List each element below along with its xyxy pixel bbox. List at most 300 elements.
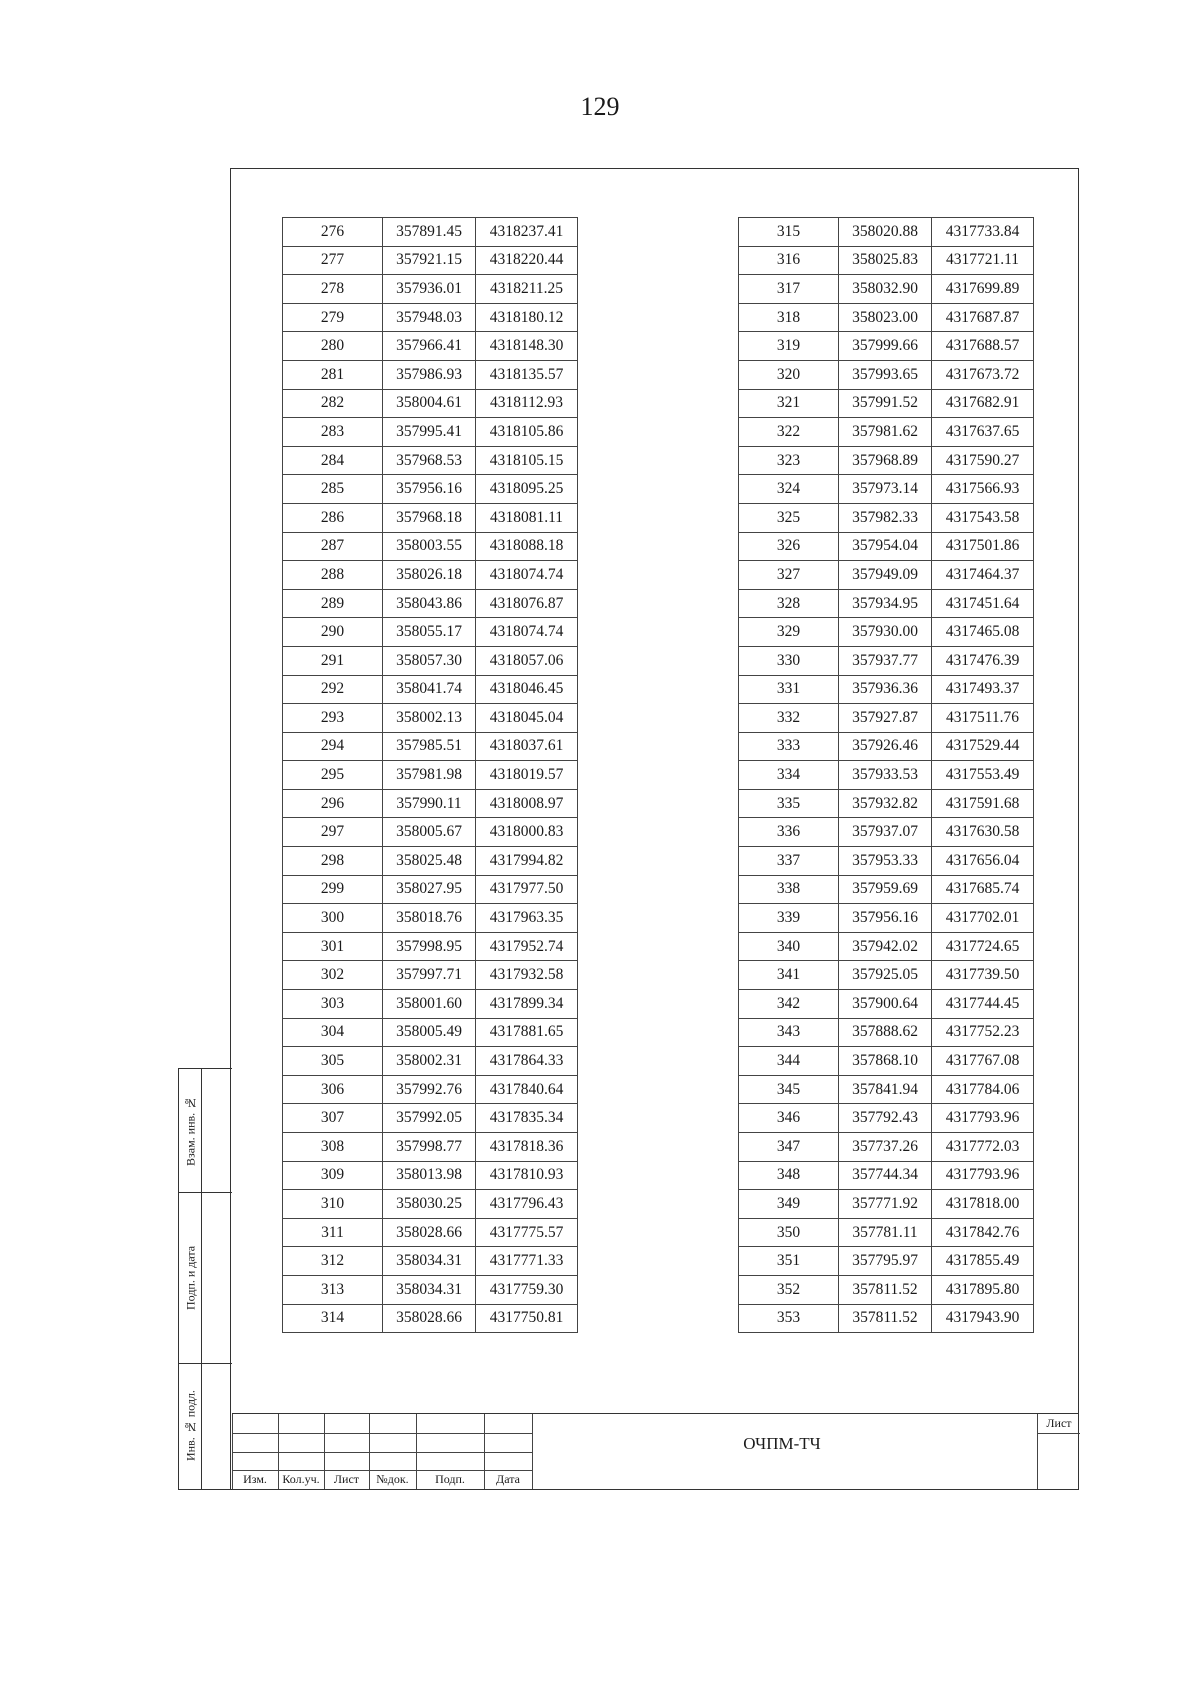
x-coordinate-cell: 357942.02 (839, 932, 932, 961)
y-coordinate-cell: 4318095.25 (476, 475, 578, 504)
y-coordinate-cell: 4317630.58 (932, 818, 1034, 847)
y-coordinate-cell: 4317682.91 (932, 389, 1034, 418)
table-row (739, 618, 1034, 647)
coordinates-table-right (738, 217, 1034, 1333)
side-label-replacement-inv: Взам. инв. № (183, 1095, 198, 1166)
point-number-cell: 296 (283, 789, 383, 818)
y-coordinate-cell: 4317493.37 (932, 675, 1034, 704)
table-row (739, 389, 1034, 418)
point-number-cell: 342 (739, 990, 839, 1019)
point-number-cell: 300 (283, 904, 383, 933)
x-coordinate-cell: 357968.89 (839, 446, 932, 475)
header-list: Лист (333, 1472, 360, 1486)
y-coordinate-cell: 4317932.58 (476, 961, 578, 990)
point-number-cell: 320 (739, 360, 839, 389)
table-row (739, 1047, 1034, 1076)
y-coordinate-cell: 4317994.82 (476, 847, 578, 876)
table-row (283, 761, 578, 790)
point-number-cell: 339 (739, 904, 839, 933)
y-coordinate-cell: 4317752.23 (932, 1018, 1034, 1047)
table-row (739, 446, 1034, 475)
table-row (739, 646, 1034, 675)
x-coordinate-cell: 357930.00 (839, 618, 932, 647)
point-number-cell: 307 (283, 1104, 383, 1133)
table-row (283, 961, 578, 990)
table-row (283, 732, 578, 761)
x-coordinate-cell: 357891.45 (383, 218, 476, 247)
coordinates-table-left (282, 217, 578, 1333)
point-number-cell: 311 (283, 1218, 383, 1247)
table-row (283, 904, 578, 933)
y-coordinate-cell: 4317767.08 (932, 1047, 1034, 1076)
table-row (283, 218, 578, 247)
point-number-cell: 333 (739, 732, 839, 761)
x-coordinate-cell: 357968.53 (383, 446, 476, 475)
point-number-cell: 322 (739, 418, 839, 447)
y-coordinate-cell: 4317793.96 (932, 1104, 1034, 1133)
y-coordinate-cell: 4317952.74 (476, 932, 578, 961)
x-coordinate-cell: 357744.34 (839, 1161, 932, 1190)
table-row (283, 789, 578, 818)
point-number-cell: 331 (739, 675, 839, 704)
table-row (739, 418, 1034, 447)
table-row (739, 875, 1034, 904)
x-coordinate-cell: 358043.86 (383, 589, 476, 618)
x-coordinate-cell: 357900.64 (839, 990, 932, 1019)
point-number-cell: 280 (283, 332, 383, 361)
table-row (283, 561, 578, 590)
point-number-cell: 352 (739, 1275, 839, 1304)
table-row (739, 1304, 1034, 1333)
point-number-cell: 291 (283, 646, 383, 675)
x-coordinate-cell: 357981.62 (839, 418, 932, 447)
table-row (739, 732, 1034, 761)
y-coordinate-cell: 4317724.65 (932, 932, 1034, 961)
y-coordinate-cell: 4317464.37 (932, 561, 1034, 590)
table-row (283, 1161, 578, 1190)
point-number-cell: 287 (283, 532, 383, 561)
point-number-cell: 346 (739, 1104, 839, 1133)
x-coordinate-cell: 357993.65 (839, 360, 932, 389)
table-row (283, 1104, 578, 1133)
y-coordinate-cell: 4318081.11 (476, 503, 578, 532)
y-coordinate-cell: 4317733.84 (932, 218, 1034, 247)
x-coordinate-cell: 358004.61 (383, 389, 476, 418)
point-number-cell: 306 (283, 1075, 383, 1104)
point-number-cell: 343 (739, 1018, 839, 1047)
header-ndok: №док. (376, 1472, 409, 1486)
table-row (283, 990, 578, 1019)
sheet-label: Лист (1038, 1416, 1080, 1434)
table-row (739, 503, 1034, 532)
x-coordinate-cell: 358013.98 (383, 1161, 476, 1190)
point-number-cell: 315 (739, 218, 839, 247)
x-coordinate-cell: 358057.30 (383, 646, 476, 675)
x-coordinate-cell: 358027.95 (383, 875, 476, 904)
x-coordinate-cell: 357811.52 (839, 1275, 932, 1304)
point-number-cell: 301 (283, 932, 383, 961)
y-coordinate-cell: 4317855.49 (932, 1247, 1034, 1276)
x-coordinate-cell: 358005.49 (383, 1018, 476, 1047)
y-coordinate-cell: 4317977.50 (476, 875, 578, 904)
table-row (739, 847, 1034, 876)
point-number-cell: 310 (283, 1190, 383, 1219)
table-row (283, 847, 578, 876)
y-coordinate-cell: 4317451.64 (932, 589, 1034, 618)
point-number-cell: 286 (283, 503, 383, 532)
y-coordinate-cell: 4318105.15 (476, 446, 578, 475)
y-coordinate-cell: 4317566.93 (932, 475, 1034, 504)
x-coordinate-cell: 357781.11 (839, 1218, 932, 1247)
point-number-cell: 349 (739, 1190, 839, 1219)
table-row (739, 475, 1034, 504)
y-coordinate-cell: 4318074.74 (476, 561, 578, 590)
table-row (283, 1247, 578, 1276)
y-coordinate-cell: 4317511.76 (932, 704, 1034, 733)
x-coordinate-cell: 357936.36 (839, 675, 932, 704)
table-row (739, 1218, 1034, 1247)
y-coordinate-cell: 4318057.06 (476, 646, 578, 675)
y-coordinate-cell: 4317771.33 (476, 1247, 578, 1276)
point-number-cell: 351 (739, 1247, 839, 1276)
table-row (739, 932, 1034, 961)
point-number-cell: 353 (739, 1304, 839, 1333)
y-coordinate-cell: 4317673.72 (932, 360, 1034, 389)
y-coordinate-cell: 4318074.74 (476, 618, 578, 647)
table-row (283, 1047, 578, 1076)
y-coordinate-cell: 4317840.64 (476, 1075, 578, 1104)
table-row (739, 1190, 1034, 1219)
table-row (739, 303, 1034, 332)
x-coordinate-cell: 358028.66 (383, 1304, 476, 1333)
x-coordinate-cell: 358025.48 (383, 847, 476, 876)
x-coordinate-cell: 357966.41 (383, 332, 476, 361)
point-number-cell: 328 (739, 589, 839, 618)
y-coordinate-cell: 4318076.87 (476, 589, 578, 618)
y-coordinate-cell: 4317529.44 (932, 732, 1034, 761)
y-coordinate-cell: 4318180.12 (476, 303, 578, 332)
x-coordinate-cell: 357926.46 (839, 732, 932, 761)
table-row (739, 275, 1034, 304)
y-coordinate-cell: 4317685.74 (932, 875, 1034, 904)
table-row (283, 303, 578, 332)
point-number-cell: 330 (739, 646, 839, 675)
table-row (739, 675, 1034, 704)
x-coordinate-cell: 357953.33 (839, 847, 932, 876)
x-coordinate-cell: 357888.62 (839, 1018, 932, 1047)
point-number-cell: 324 (739, 475, 839, 504)
table-row (739, 532, 1034, 561)
point-number-cell: 298 (283, 847, 383, 876)
y-coordinate-cell: 4317688.57 (932, 332, 1034, 361)
y-coordinate-cell: 4317543.58 (932, 503, 1034, 532)
x-coordinate-cell: 357981.98 (383, 761, 476, 790)
table-row (739, 589, 1034, 618)
y-coordinate-cell: 4318019.57 (476, 761, 578, 790)
x-coordinate-cell: 357937.07 (839, 818, 932, 847)
x-coordinate-cell: 358041.74 (383, 675, 476, 704)
table-row (283, 875, 578, 904)
y-coordinate-cell: 4317702.01 (932, 904, 1034, 933)
y-coordinate-cell: 4317699.89 (932, 275, 1034, 304)
table-row (283, 418, 578, 447)
y-coordinate-cell: 4318000.83 (476, 818, 578, 847)
point-number-cell: 276 (283, 218, 383, 247)
x-coordinate-cell: 357936.01 (383, 275, 476, 304)
x-coordinate-cell: 358005.67 (383, 818, 476, 847)
y-coordinate-cell: 4318046.45 (476, 675, 578, 704)
x-coordinate-cell: 358028.66 (383, 1218, 476, 1247)
x-coordinate-cell: 358003.55 (383, 532, 476, 561)
table-row (283, 618, 578, 647)
point-number-cell: 278 (283, 275, 383, 304)
x-coordinate-cell: 357992.05 (383, 1104, 476, 1133)
x-coordinate-cell: 357927.87 (839, 704, 932, 733)
x-coordinate-cell: 357795.97 (839, 1247, 932, 1276)
table-row (283, 532, 578, 561)
point-number-cell: 312 (283, 1247, 383, 1276)
y-coordinate-cell: 4317784.06 (932, 1075, 1034, 1104)
x-coordinate-cell: 357954.04 (839, 532, 932, 561)
table-row (283, 389, 578, 418)
x-coordinate-cell: 358001.60 (383, 990, 476, 1019)
table-row (739, 1075, 1034, 1104)
x-coordinate-cell: 358026.18 (383, 561, 476, 590)
title-block-grid (232, 1414, 532, 1489)
x-coordinate-cell: 357868.10 (839, 1047, 932, 1076)
y-coordinate-cell: 4317465.08 (932, 618, 1034, 647)
x-coordinate-cell: 357999.66 (839, 332, 932, 361)
point-number-cell: 290 (283, 618, 383, 647)
header-kol-uch: Кол.уч. (282, 1472, 320, 1486)
y-coordinate-cell: 4317739.50 (932, 961, 1034, 990)
y-coordinate-cell: 4317476.39 (932, 646, 1034, 675)
point-number-cell: 283 (283, 418, 383, 447)
y-coordinate-cell: 4318037.61 (476, 732, 578, 761)
y-coordinate-cell: 4317501.86 (932, 532, 1034, 561)
table-row (283, 1304, 578, 1333)
table-row (283, 475, 578, 504)
point-number-cell: 347 (739, 1133, 839, 1162)
point-number-cell: 295 (283, 761, 383, 790)
x-coordinate-cell: 357973.14 (839, 475, 932, 504)
x-coordinate-cell: 358002.13 (383, 704, 476, 733)
table-row (739, 218, 1034, 247)
table-row (739, 1018, 1034, 1047)
point-number-cell: 305 (283, 1047, 383, 1076)
table-row (283, 932, 578, 961)
point-number-cell: 314 (283, 1304, 383, 1333)
table-row (283, 1075, 578, 1104)
point-number-cell: 326 (739, 532, 839, 561)
table-row (283, 503, 578, 532)
y-coordinate-cell: 4317793.96 (932, 1161, 1034, 1190)
y-coordinate-cell: 4317818.36 (476, 1133, 578, 1162)
x-coordinate-cell: 357998.95 (383, 932, 476, 961)
point-number-cell: 336 (739, 818, 839, 847)
point-number-cell: 335 (739, 789, 839, 818)
point-number-cell: 292 (283, 675, 383, 704)
header-podp: Подп. (435, 1472, 465, 1486)
y-coordinate-cell: 4318148.30 (476, 332, 578, 361)
table-row (283, 704, 578, 733)
x-coordinate-cell: 357998.77 (383, 1133, 476, 1162)
table-row (739, 1275, 1034, 1304)
table-row (739, 961, 1034, 990)
table-row (283, 1275, 578, 1304)
y-coordinate-cell: 4317772.03 (932, 1133, 1034, 1162)
point-number-cell: 302 (283, 961, 383, 990)
x-coordinate-cell: 357985.51 (383, 732, 476, 761)
x-coordinate-cell: 357948.03 (383, 303, 476, 332)
y-coordinate-cell: 4318220.44 (476, 246, 578, 275)
table-row (739, 818, 1034, 847)
x-coordinate-cell: 358034.31 (383, 1247, 476, 1276)
x-coordinate-cell: 357841.94 (839, 1075, 932, 1104)
x-coordinate-cell: 357932.82 (839, 789, 932, 818)
point-number-cell: 293 (283, 704, 383, 733)
point-number-cell: 289 (283, 589, 383, 618)
point-number-cell: 282 (283, 389, 383, 418)
side-stamp-strip (178, 1068, 232, 1490)
point-number-cell: 285 (283, 475, 383, 504)
table-row (283, 1218, 578, 1247)
y-coordinate-cell: 4317721.11 (932, 246, 1034, 275)
x-coordinate-cell: 357771.92 (839, 1190, 932, 1219)
document-code: ОЧПМ-ТЧ (743, 1434, 821, 1453)
table-row (739, 561, 1034, 590)
point-number-cell: 340 (739, 932, 839, 961)
table-row (283, 646, 578, 675)
table-row (283, 360, 578, 389)
y-coordinate-cell: 4317775.57 (476, 1218, 578, 1247)
table-row (283, 246, 578, 275)
table-row (283, 275, 578, 304)
y-coordinate-cell: 4318088.18 (476, 532, 578, 561)
y-coordinate-cell: 4317943.90 (932, 1304, 1034, 1333)
x-coordinate-cell: 358055.17 (383, 618, 476, 647)
side-label-original-inv: Инв. № подл. (183, 1390, 198, 1462)
y-coordinate-cell: 4317796.43 (476, 1190, 578, 1219)
y-coordinate-cell: 4317818.00 (932, 1190, 1034, 1219)
point-number-cell: 309 (283, 1161, 383, 1190)
table-row (283, 1133, 578, 1162)
y-coordinate-cell: 4318008.97 (476, 789, 578, 818)
point-number-cell: 327 (739, 561, 839, 590)
table-row (739, 1161, 1034, 1190)
y-coordinate-cell: 4317656.04 (932, 847, 1034, 876)
point-number-cell: 313 (283, 1275, 383, 1304)
table-row (283, 332, 578, 361)
point-number-cell: 332 (739, 704, 839, 733)
point-number-cell: 294 (283, 732, 383, 761)
point-number-cell: 297 (283, 818, 383, 847)
point-number-cell: 348 (739, 1161, 839, 1190)
table-row (739, 1104, 1034, 1133)
y-coordinate-cell: 4317864.33 (476, 1047, 578, 1076)
point-number-cell: 308 (283, 1133, 383, 1162)
y-coordinate-cell: 4317842.76 (932, 1218, 1034, 1247)
y-coordinate-cell: 4318105.86 (476, 418, 578, 447)
y-coordinate-cell: 4318112.93 (476, 389, 578, 418)
point-number-cell: 341 (739, 961, 839, 990)
table-row (739, 332, 1034, 361)
table-row (739, 1247, 1034, 1276)
x-coordinate-cell: 357991.52 (839, 389, 932, 418)
y-coordinate-cell: 4317881.65 (476, 1018, 578, 1047)
x-coordinate-cell: 357921.15 (383, 246, 476, 275)
x-coordinate-cell: 357737.26 (839, 1133, 932, 1162)
y-coordinate-cell: 4317810.93 (476, 1161, 578, 1190)
y-coordinate-cell: 4317590.27 (932, 446, 1034, 475)
y-coordinate-cell: 4317637.65 (932, 418, 1034, 447)
x-coordinate-cell: 357811.52 (839, 1304, 932, 1333)
table-row (739, 360, 1034, 389)
x-coordinate-cell: 357990.11 (383, 789, 476, 818)
table-row (283, 446, 578, 475)
x-coordinate-cell: 357982.33 (839, 503, 932, 532)
table-row (283, 818, 578, 847)
y-coordinate-cell: 4318135.57 (476, 360, 578, 389)
y-coordinate-cell: 4317899.34 (476, 990, 578, 1019)
x-coordinate-cell: 358020.88 (839, 218, 932, 247)
y-coordinate-cell: 4318211.25 (476, 275, 578, 304)
x-coordinate-cell: 357949.09 (839, 561, 932, 590)
table-row (739, 761, 1034, 790)
x-coordinate-cell: 357933.53 (839, 761, 932, 790)
sheet-box (1037, 1414, 1080, 1489)
x-coordinate-cell: 357986.93 (383, 360, 476, 389)
side-label-signature-date: Подп. и дата (183, 1245, 198, 1310)
x-coordinate-cell: 357968.18 (383, 503, 476, 532)
table-row (739, 904, 1034, 933)
point-number-cell: 334 (739, 761, 839, 790)
y-coordinate-cell: 4317553.49 (932, 761, 1034, 790)
point-number-cell: 299 (283, 875, 383, 904)
page-number: 129 (580, 92, 620, 121)
x-coordinate-cell: 357792.43 (839, 1104, 932, 1133)
table-row (283, 589, 578, 618)
x-coordinate-cell: 357925.05 (839, 961, 932, 990)
point-number-cell: 317 (739, 275, 839, 304)
header-data: Дата (496, 1472, 520, 1486)
point-number-cell: 277 (283, 246, 383, 275)
table-row (739, 1133, 1034, 1162)
y-coordinate-cell: 4317744.45 (932, 990, 1034, 1019)
point-number-cell: 321 (739, 389, 839, 418)
table-row (283, 675, 578, 704)
table-row (283, 1190, 578, 1219)
x-coordinate-cell: 357956.16 (839, 904, 932, 933)
x-coordinate-cell: 358023.00 (839, 303, 932, 332)
y-coordinate-cell: 4317895.80 (932, 1275, 1034, 1304)
x-coordinate-cell: 357937.77 (839, 646, 932, 675)
table-row (739, 246, 1034, 275)
y-coordinate-cell: 4317759.30 (476, 1275, 578, 1304)
point-number-cell: 325 (739, 503, 839, 532)
y-coordinate-cell: 4318045.04 (476, 704, 578, 733)
x-coordinate-cell: 357995.41 (383, 418, 476, 447)
y-coordinate-cell: 4317750.81 (476, 1304, 578, 1333)
y-coordinate-cell: 4317687.87 (932, 303, 1034, 332)
y-coordinate-cell: 4318237.41 (476, 218, 578, 247)
point-number-cell: 338 (739, 875, 839, 904)
x-coordinate-cell: 357934.95 (839, 589, 932, 618)
point-number-cell: 345 (739, 1075, 839, 1104)
point-number-cell: 284 (283, 446, 383, 475)
point-number-cell: 329 (739, 618, 839, 647)
point-number-cell: 288 (283, 561, 383, 590)
